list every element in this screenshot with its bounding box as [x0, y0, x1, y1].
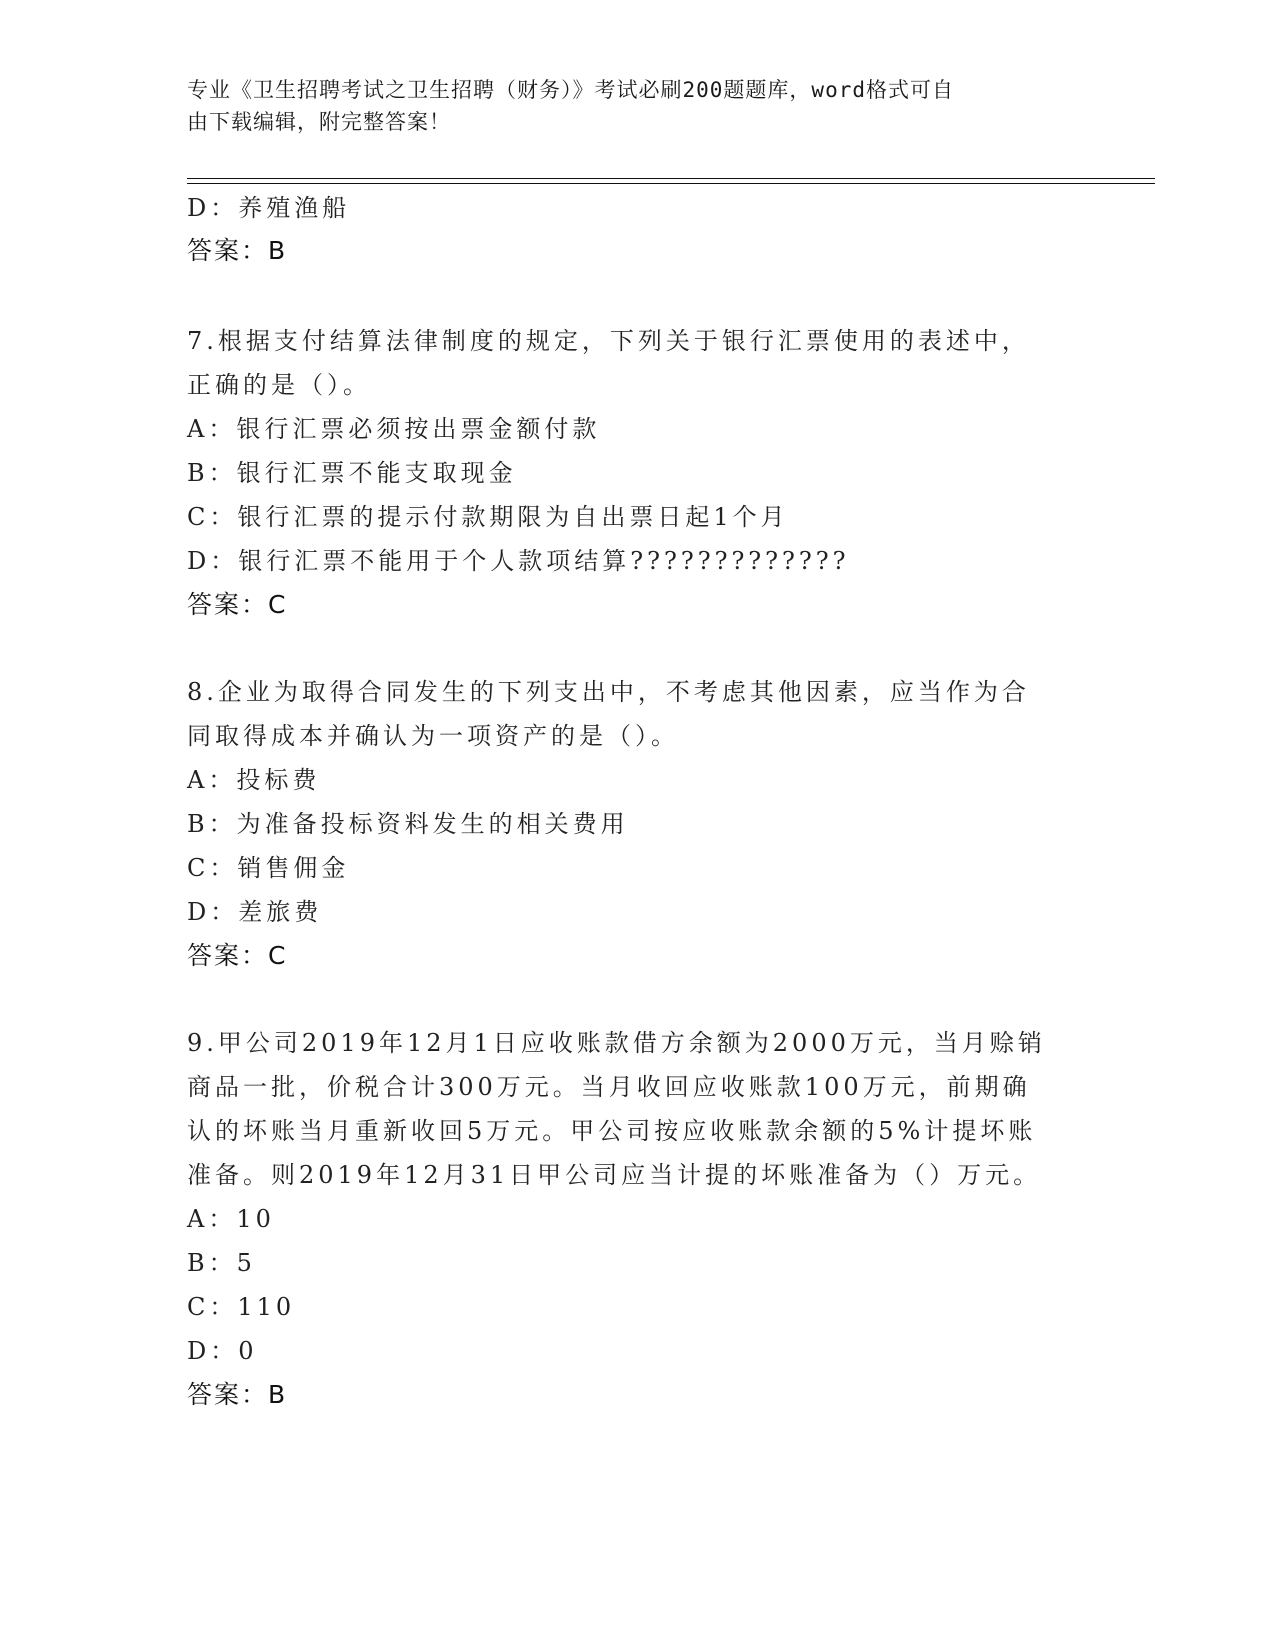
q8-option-c: C：销售佣金 — [187, 854, 350, 882]
header-divider-top — [187, 178, 1155, 179]
q9-option-d: D：0 — [187, 1337, 258, 1365]
q7-option-d: D：银行汇票不能用于个人款项结算????????????? — [187, 547, 850, 575]
q8-option-a: A：投标费 — [187, 766, 321, 794]
q9-stem-line-3: 认的坏账当月重新收回5万元。甲公司按应收账款余额的5%计提坏账 — [187, 1117, 1037, 1145]
q9-answer: 答案：B — [187, 1380, 288, 1409]
q9-stem-line-2: 商品一批，价税合计300万元。当月收回应收账款100万元，前期确 — [187, 1073, 1031, 1101]
q9-stem-line-4: 准备。则2019年12月31日甲公司应当计提的坏账准备为（）万元。 — [187, 1161, 1042, 1189]
q9-stem-line-1: 9.甲公司2019年12月1日应收账款借方余额为2000万元，当月赊销 — [187, 1029, 1046, 1057]
q7-answer: 答案：C — [187, 590, 288, 619]
q6-answer: 答案：B — [187, 236, 288, 265]
header-line-1: 专业《卫生招聘考试之卫生招聘（财务）》考试必刷200题题库，word格式可自 — [187, 78, 954, 102]
q9-option-a: A：10 — [187, 1205, 275, 1233]
q6-option-d: D：养殖渔船 — [187, 194, 351, 222]
q8-answer: 答案：C — [187, 941, 288, 970]
q9-option-c: C：110 — [187, 1293, 296, 1321]
document-header — [187, 74, 1087, 138]
q7-option-c: C：银行汇票的提示付款期限为自出票日起1个月 — [187, 503, 789, 531]
q8-option-d: D：差旅费 — [187, 898, 323, 926]
header-divider-bottom — [187, 183, 1155, 184]
q7-option-a: A：银行汇票必须按出票金额付款 — [187, 415, 601, 443]
q7-stem-line-1: 7.根据支付结算法律制度的规定，下列关于银行汇票使用的表述中， — [187, 327, 1030, 355]
q8-stem-line-2: 同取得成本并确认为一项资产的是（）。 — [187, 722, 679, 750]
header-line-2: 由下载编辑，附完整答案！ — [187, 110, 451, 134]
q8-option-b: B：为准备投标资料发生的相关费用 — [187, 810, 629, 838]
q8-stem-line-1: 8.企业为取得合同发生的下列支出中，不考虑其他因素，应当作为合 — [187, 678, 1030, 706]
q7-stem-line-2: 正确的是（）。 — [187, 371, 371, 399]
q7-option-b: B：银行汇票不能支取现金 — [187, 459, 517, 487]
q9-option-b: B：5 — [187, 1249, 256, 1277]
